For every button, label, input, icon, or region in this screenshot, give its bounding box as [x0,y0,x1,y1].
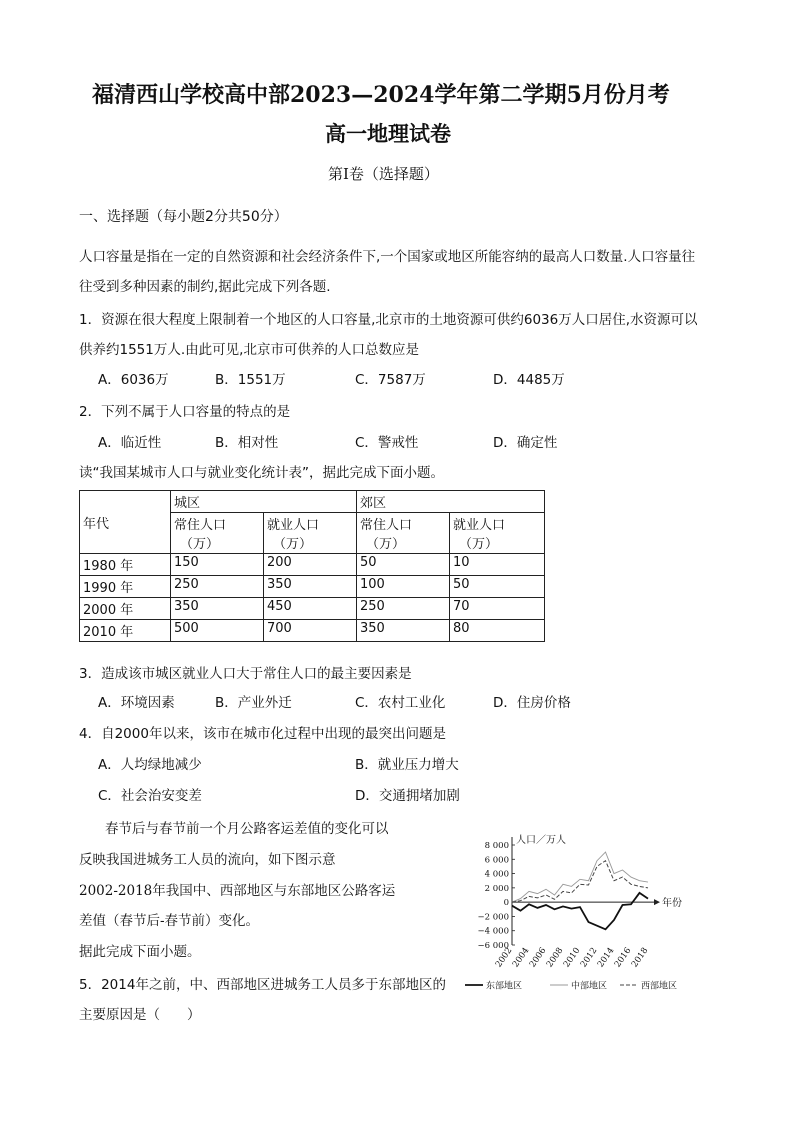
col-header: 就业人口 （万） [264,513,357,554]
question-3-option-b[interactable]: B．产业外迁 [215,695,292,711]
urban-group-header: 城区 [171,491,357,513]
page-title: 福清西山学校高中部2023—2024学年第二学期5月份月考 [92,82,670,108]
series-line-2 [512,852,648,902]
x-axis-label: 年份 [662,898,682,910]
table-row: 2010 年 500 700 350 80 [80,620,545,642]
migration-line-chart [455,830,705,1000]
question-1-option-c[interactable]: C．7587万 [355,372,426,388]
chart-intro-line: 差值（春节后-春节前）变化。 [79,913,260,929]
table-row: 1990 年 250 350 100 50 [80,576,545,598]
chart-intro-line: 反映我国进城务工人员的流向，如下图示意 [79,852,336,868]
x-tick-label: 2002 [493,945,515,970]
chart-intro-line: 春节后与春节前一个月公路客运差值的变化可以 [105,821,389,837]
question-4-option-b[interactable]: B．就业压力增大 [355,757,459,773]
y-tick-label: 2 000 [484,883,509,894]
question-2-text: 2．下列不属于人口容量的特点的是 [79,404,291,420]
intro-paragraph-line: 往受到多种因素的制约,据此完成下列各题. [79,279,331,295]
legend-label: 东部地区 [486,981,523,992]
table-intro: 读“我国某城市人口与就业变化统计表”，据此完成下面小题。 [79,465,444,481]
series-line-3 [512,861,648,902]
y-tick-label: 8 000 [484,841,509,851]
y-axis-label: 人口／万人 [516,835,566,846]
x-tick-label: 2018 [629,945,651,970]
x-tick-label: 2004 [510,945,532,970]
question-2-option-d[interactable]: D．确定性 [493,435,558,451]
col-header: 就业人口 （万） [450,513,545,554]
x-tick-label: 2010 [561,945,583,970]
question-5-line: 5．2014年之前，中、西部地区进城务工人员多于东部地区的 [79,977,446,993]
x-tick-label: 2014 [595,945,617,970]
y-tick-label: −6 000 [477,941,509,951]
question-2-option-a[interactable]: A．临近性 [98,435,162,451]
question-1-option-b[interactable]: B．1551万 [215,372,286,388]
col-header: 常住人口 （万） [357,513,450,554]
question-4-text: 4．自2000年以来，该市在城市化过程中出现的最突出问题是 [79,726,446,742]
x-axis-arrow [654,899,660,905]
section-heading: 一、选择题（每小题2分共50分） [79,209,288,225]
question-4-option-d[interactable]: D．交通拥堵加剧 [355,788,460,804]
question-3-text: 3．造成该市城区就业人口大于常住人口的最主要因素是 [79,666,412,682]
col-header: 常住人口 （万） [171,513,264,554]
series-line-1 [512,893,648,929]
table-row: 2000 年 350 450 250 70 [80,598,545,620]
question-2-option-c[interactable]: C．警戒性 [355,435,419,451]
question-4-option-a[interactable]: A．人均绿地减少 [98,757,202,773]
table-row: 1980 年 150 200 50 10 [80,554,545,576]
volume-heading: 第Ⅰ卷（选择题） [328,165,439,183]
question-3-option-c[interactable]: C．农村工业化 [355,695,446,711]
chart-intro-line: 据此完成下面小题。 [79,944,201,960]
x-tick-label: 2006 [527,945,549,970]
question-2-option-b[interactable]: B．相对性 [215,435,279,451]
population-table [79,490,545,642]
question-3-option-a[interactable]: A．环境因素 [98,695,175,711]
y-tick-label: 0 [503,898,509,909]
y-tick-label: −2 000 [477,912,509,923]
question-1-option-a[interactable]: A．6036万 [98,372,169,388]
suburb-group-header: 郊区 [357,491,545,513]
y-tick-label: 4 000 [484,869,509,880]
question-1-line: 供养约1551万人.由此可见,北京市可供养的人口总数应是 [79,342,419,358]
question-1-line: 1．资源在很大程度上限制着一个地区的人口容量,北京市的土地资源可供约6036万人口居住,水资源可以 [79,312,698,328]
question-4-option-c[interactable]: C．社会治安变差 [98,788,202,804]
x-tick-label: 2012 [578,945,600,970]
year-header: 年代 [80,491,171,554]
legend-label: 中部地区 [571,981,608,992]
intro-paragraph-line: 人口容量是指在一定的自然资源和社会经济条件下,一个国家或地区所能容纳的最高人口数量.人口容量往 [79,249,696,265]
x-tick-label: 2016 [612,945,634,970]
legend-label: 西部地区 [641,981,678,992]
y-tick-label: −4 000 [477,926,509,937]
chart-intro-line: 2002-2018年我国中、西部地区与东部地区公路客运 [79,883,396,899]
x-tick-label: 2008 [544,945,566,970]
question-1-option-d[interactable]: D．4485万 [493,372,565,388]
question-5-line: 主要原因是（ ） [79,1007,201,1023]
question-3-option-d[interactable]: D．住房价格 [493,695,571,711]
page-subtitle: 高一地理试卷 [325,121,451,146]
y-tick-label: 6 000 [484,855,509,866]
